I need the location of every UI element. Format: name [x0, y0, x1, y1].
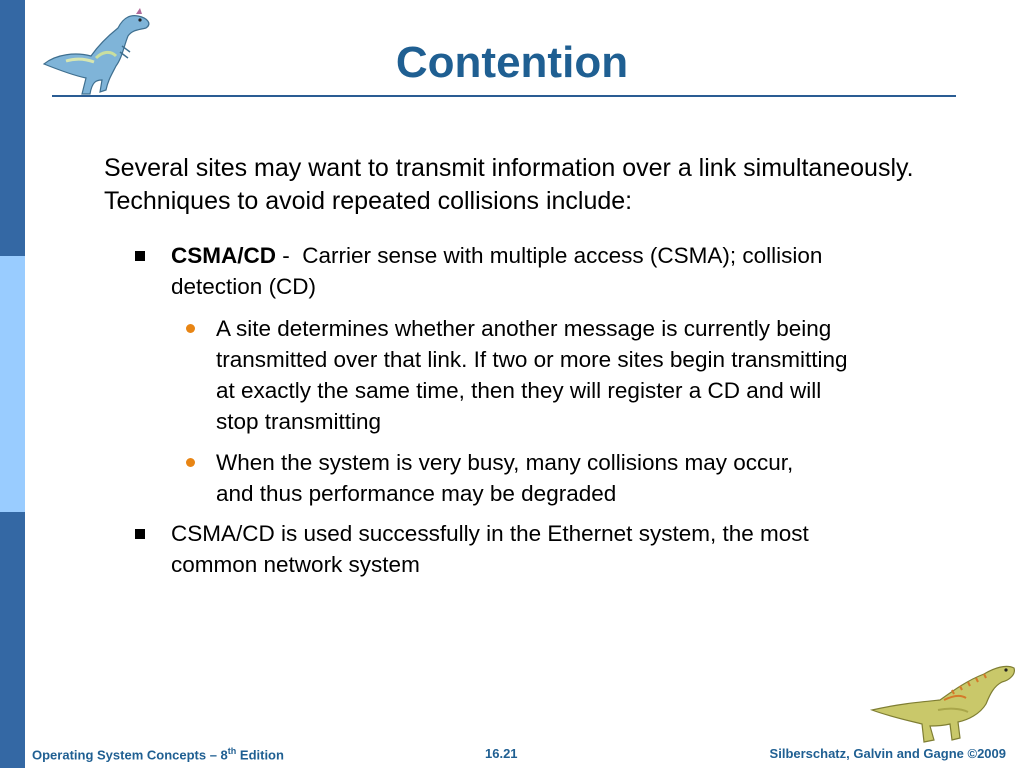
left-accent-bar — [0, 0, 25, 768]
footer-book-prefix: Operating System Concepts – 8 — [32, 747, 228, 763]
subbullet-busy-system — [216, 447, 816, 509]
square-bullet-icon — [135, 529, 145, 539]
round-bullet-icon — [186, 458, 195, 467]
subbullet-site-detection — [216, 313, 856, 437]
subbullet-text: When the system is very busy, many collisions may occur, and thus performance may be degraded — [216, 450, 794, 506]
footer-page-number: 16.21 — [485, 746, 518, 761]
title-divider — [52, 95, 956, 97]
round-bullet-icon — [186, 324, 195, 333]
square-bullet-icon — [135, 251, 145, 261]
accent-bar-middle — [0, 256, 25, 512]
intro-paragraph: Several sites may want to transmit information over a link simultaneously. Techniques to avoid repeated collisions include: — [104, 154, 914, 215]
dinosaur-icon — [868, 660, 1018, 744]
subbullet-text: A site determines whether another message is currently being transmitted over that link. If two or more sites begin transmitting at exactly the same time, then they will register a CD and will stop transmitting — [216, 316, 848, 434]
footer-copyright: Silberschatz, Galvin and Gagne ©2009 — [769, 746, 1006, 761]
bullet-csma-cd — [171, 240, 861, 302]
slide-title: Contention — [395, 38, 629, 87]
accent-bar-bottom — [0, 512, 25, 768]
bullet-text: Carrier sense with multiple access (CSMA); collision detection (CD) — [171, 243, 823, 299]
bullet-separator: - — [276, 243, 303, 268]
bullet-text: CSMA/CD is used successfully in the Ethernet system, the most common network system — [171, 521, 809, 577]
bullet-term: CSMA/CD — [171, 243, 276, 268]
bullet-ethernet — [171, 518, 851, 580]
footer-book-sup: th — [227, 746, 237, 756]
footer-book-suffix: Edition — [236, 747, 284, 763]
footer-book-title — [32, 746, 284, 762]
